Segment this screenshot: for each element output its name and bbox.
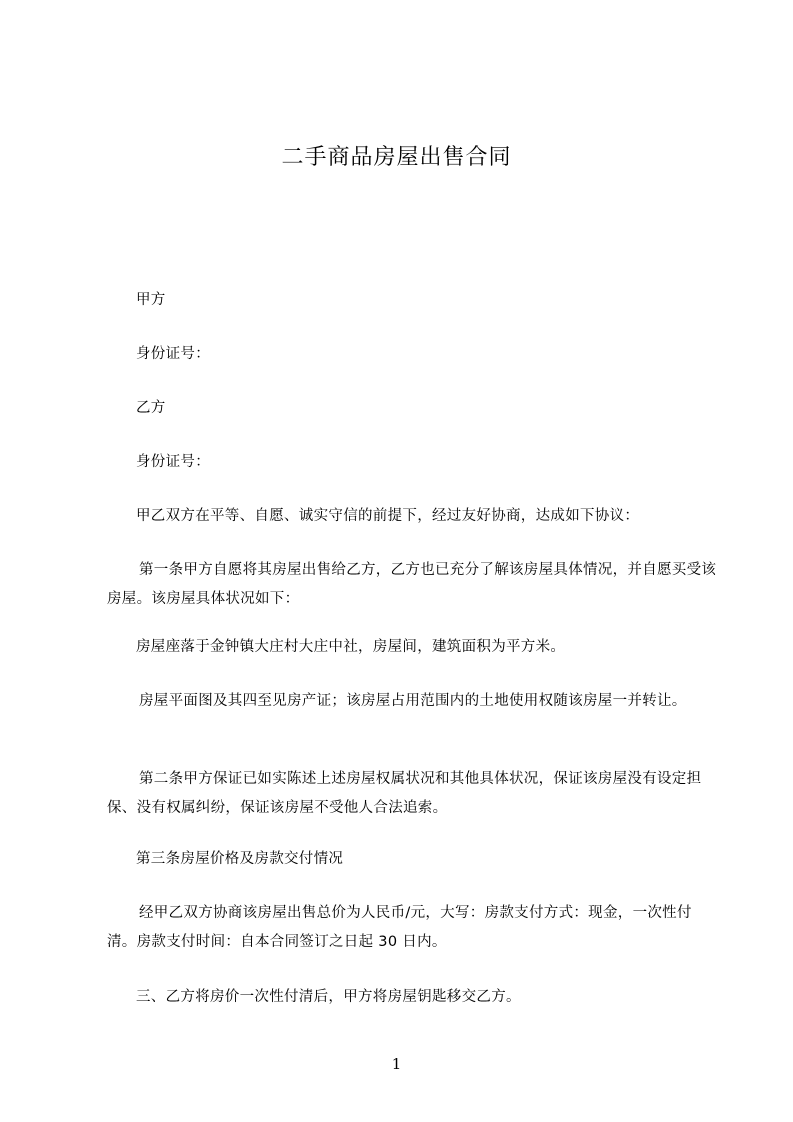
preamble-paragraph: 甲乙双方在平等、自愿、诚实守信的前提下，经过友好协商，达成如下协议： [136,508,640,524]
page-number: 1 [391,1055,402,1073]
article-2-paragraph: 第二条甲方保证已如实陈述上述房屋权属状况和其他具体状况，保证该房屋没有设定担保、没有权属纠纷，保证该房屋不受他人合法追索。 [107,771,702,816]
party-a-id-label: 身份证号： [136,346,210,362]
article-3-heading: 第三条房屋价格及房款交付情况 [136,851,344,867]
floor-plan-paragraph: 房屋平面图及其四至见房产证；该房屋占用范围内的土地使用权随该房屋一并转让。 [139,693,687,709]
party-b-label: 乙方 [136,400,166,416]
property-location-paragraph: 房屋座落于金钟镇大庄村大庄中社，房屋间，建筑面积为平方米。 [136,639,566,655]
article-1-paragraph: 第一条甲方自愿将其房屋出售给乙方，乙方也已充分了解该房屋具体情况，并自愿买受该房屋。该房屋具体状况如下： [107,562,717,607]
party-b-id-label: 身份证号： [136,454,210,470]
document-title: 二手商品房屋出售合同 [281,145,512,170]
key-handover-paragraph: 三、乙方将房价一次性付清后，甲方将房屋钥匙移交乙方。 [136,989,521,1005]
party-a-label: 甲方 [136,292,166,308]
price-terms-paragraph: 经甲乙双方协商该房屋出售总价为人民币/元，大写：房款支付方式：现金，一次性付清。房款支付时间：自本合同签订之日起 30 日内。 [107,905,692,950]
